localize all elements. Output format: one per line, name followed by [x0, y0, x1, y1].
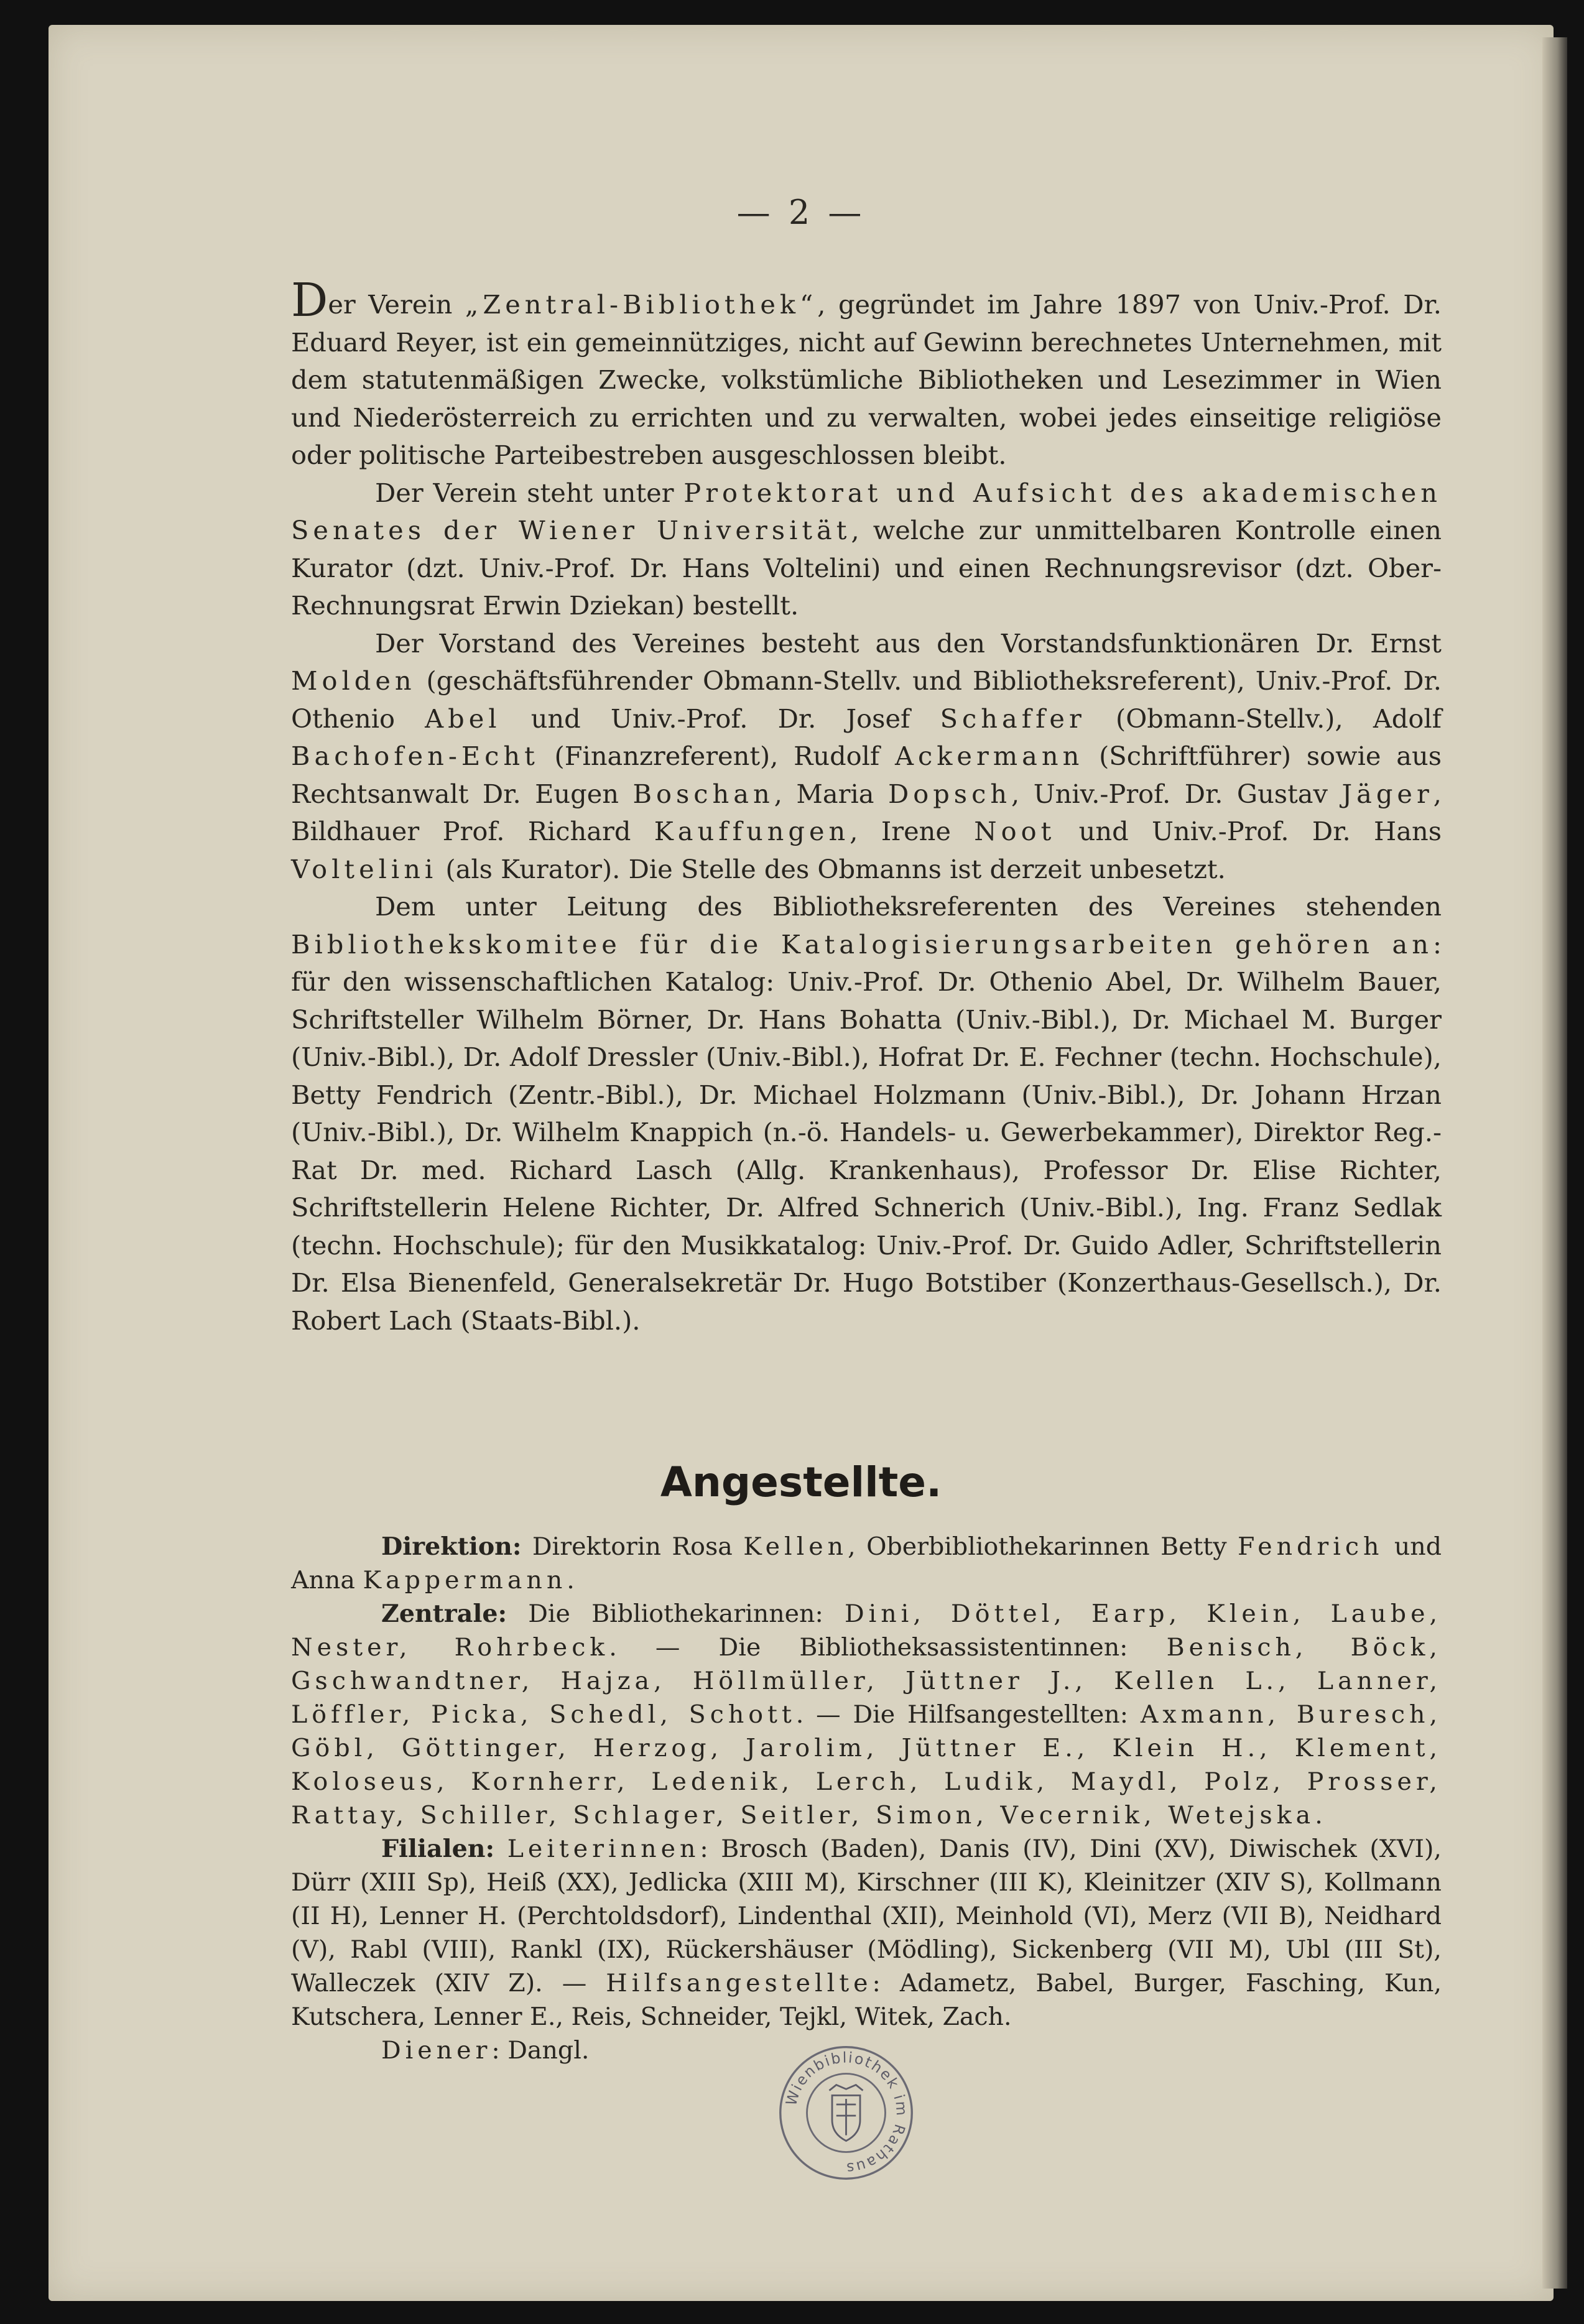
section-heading: Angestellte. [660, 1458, 942, 1506]
paragraph-protectorate: Der Verein steht unter Protektorat und Aufsicht des akademischen Senates der Wiener Universität, welche zur unmittelbaren Kontrolle einen Kurator (dzt. Univ.-Prof. Dr. Hans Voltelini) und einen Rechnungsrevisor (dzt. Ober-Rechnungsrat Erwin Dziekan) bestellt. [291, 477, 1442, 621]
staff-filialen: Filialen: Leiterinnen: Brosch (Baden), Danis (IV), Dini (XV), Diwischek (XVI), Dürr (XIII Sp), Heiß (XX), Jedlicka (XIII M), Kirschner (III K), Kleinitzer (XIV S), Kollmann (II H), Lenner H. (Perchtoldsdorf), Lindenthal (XII), Meinhold (VI), Merz (VII B), Neidhard (V), Rabl (VIII), Rankl (IX), Rückershäuser (Mödling), Sickenberg (VII M), Ubl (III St), Walleczek (XIV Z). — Hilfsangestellte: Adametz, Babel, Burger, Fasching, Kun, Kutschera, Lenner E., Reis, Schneider, Tejkl, Witek, Zach. [291, 1835, 1442, 2031]
stamp-crest-icon [830, 2085, 863, 2141]
page-edge [1542, 37, 1567, 2289]
page [49, 25, 1554, 2301]
paragraph-board: Der Vorstand des Vereines besteht aus den Vorstandsfunktionären Dr. Ernst Molden (geschäftsführender Obmann-Stellv. und Bibliotheksreferent), Univ.-Prof. Dr. Othenio Abel und Univ.-Prof. Dr. Josef Schaffer (Obmann-Stellv.), Adolf Bachofen-Echt (Finanzreferent), Rudolf Ackermann (Schriftführer) sowie aus Rechtsanwalt Dr. Eugen Boschan, Maria Dopsch, Univ.-Prof. Dr. Gustav Jäger, Bildhauer Prof. Richard Kauffungen, Irene Noot und Univ.-Prof. Dr. Hans Voltelini (als Kurator). Die Stelle des Obmanns ist derzeit unbesetzt. [291, 627, 1442, 884]
staff-list [291, 1530, 1442, 2067]
page-number: — 2 — [736, 193, 866, 232]
staff-zentrale: Zentrale: Die Bibliothekarinnen: Dini, Döttel, Earp, Klein, Laube, Nester, Rohrbeck. — Die Bibliotheksassistentinnen: Benisch, Böck, Gschwandtner, Hajza, Höllmüller, Jüttner J., Kellen L., Lanner, Löffler, Picka, Schedl, Schott. — Die Hilfsangestellten: Axmann, Buresch, Göbl, Göttinger, Herzog, Jarolim, Jüttner E., Klein H., Klement, Koloseus, Kornherr, Ledenik, Lerch, Ludik, Maydl, Polz, Prosser, Rattay, Schiller, Schlager, Seitler, Simon, Vecernik, Wetejska. [291, 1599, 1442, 1830]
intro-text [291, 274, 1442, 1340]
stamp-text: Wienbibliothek im Rathaus [782, 2049, 911, 2177]
paragraph-committee: Dem unter Leitung des Bibliotheksreferenten des Vereines stehenden Bibliothekskomitee für die Katalogisierungsarbeiten gehören an: für den wissenschaftlichen Katalog: Univ.-Prof. Dr. Othenio Abel, Dr. Wilhelm Bauer, Schriftsteller Wilhelm Börner, Dr. Hans Bohatta (Univ.-Bibl.), Dr. Michael M. Burger (Univ.-Bibl.), Dr. Adolf Dressler (Univ.-Bibl.), Hofrat Dr. E. Fechner (techn. Hochschule), Betty Fendrich (Zentr.-Bibl.), Dr. Michael Holzmann (Univ.-Bibl.), Dr. Johann Hrzan (Univ.-Bibl.), Dr. Wilhelm Knappich (n.-ö. Handels- u. Gewerbekammer), Direktor Reg.-Rat Dr. med. Richard Lasch (Allg. Krankenhaus), Professor Dr. Elise Richter, Schriftstellerin Helene Richter, Dr. Alfred Schnerich (Univ.-Bibl.), Ing. Franz Sedlak (techn. Hochschule); für den Musikkatalog: Univ.-Prof. Dr. Guido Adler, Schriftstellerin Dr. Elsa Bienenfeld, Generalsekretär Dr. Hugo Botstiber (Konzerthaus-Gesellsch.), Dr. Robert Lach (Staats-Bibl.). [291, 891, 1442, 1336]
paragraph-association: Der Verein „Zentral-Bibliothek“, gegründet im Jahre 1897 von Univ.-Prof. Dr. Eduard Reyer, ist ein gemeinnütziges, nicht auf Gewinn berechnetes Unternehmen, mit dem statutenmäßigen Zwecke, volkstümliche Bibliotheken und Lesezimmer in Wien und Niederösterreich zu errichten und zu verwalten, wobei jedes einseitige religiöse oder politische Parteibestreben ausgeschlossen bleibt. [291, 274, 1442, 470]
staff-direktion: Direktion: Direktorin Rosa Kellen, Oberbibliothekarinnen Betty Fendrich und Anna Kappermann. [291, 1532, 1442, 1595]
drop-cap: D [291, 274, 328, 327]
staff-diener: Diener: Dangl. [381, 2036, 590, 2065]
library-stamp [776, 2043, 916, 2183]
